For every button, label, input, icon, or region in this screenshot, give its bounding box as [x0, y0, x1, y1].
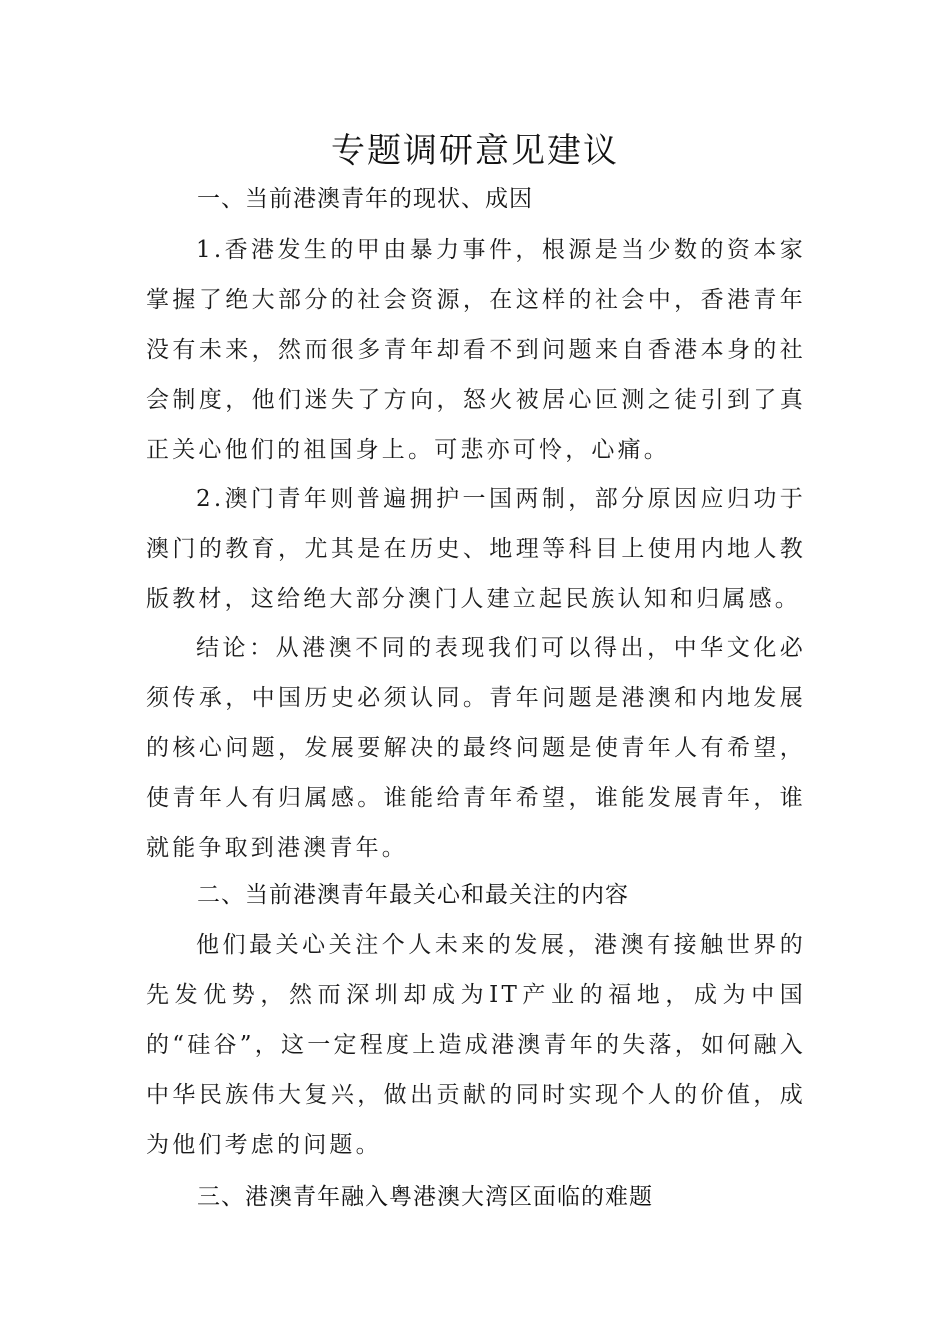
paragraph-hongkong: 1.香港发生的甲由暴力事件，根源是当少数的资本家掌握了绝大部分的社会资源，在这样的社会中，香港青年没有未来，然而很多青年却看不到问题来自香港本身的社会制度，他们迷失了方向，怒火被居心叵测之徒引到了真正关心他们的祖国身上。可悲亦可怜，心痛。: [146, 237, 806, 463]
section-heading-3: 三、港澳青年融入粤港澳大湾区面临的难题: [197, 1184, 653, 1210]
section-heading-2: 二、当前港澳青年最关心和最关注的内容: [197, 882, 629, 908]
section-heading-1: 一、当前港澳青年的现状、成因: [197, 186, 533, 212]
paragraph-conclusion: 结论：从港澳不同的表现我们可以得出，中华文化必须传承，中国历史必须认同。青年问题是港澳和内地发展的核心问题，发展要解决的最终问题是使青年人有希望，使青年人有归属感。谁能给青年希望，谁能发展青年，谁就能争取到港澳青年。: [146, 635, 806, 861]
paragraph-macau: 2.澳门青年则普遍拥护一国两制，部分原因应归功于澳门的教育，尤其是在历史、地理等科目上使用内地人教版教材，这给绝大部分澳门人建立起民族认知和归属感。: [146, 486, 806, 612]
document-title: 专题调研意见建议: [331, 131, 619, 171]
paragraph-concerns: 他们最关心关注个人未来的发展，港澳有接触世界的先发优势，然而深圳却成为IT产业的福地，成为中国的“硅谷”，这一定程度上造成港澳青年的失落，如何融入中华民族伟大复兴，做出贡献的同时实现个人的价值，成为他们考虑的问题。: [146, 932, 806, 1158]
